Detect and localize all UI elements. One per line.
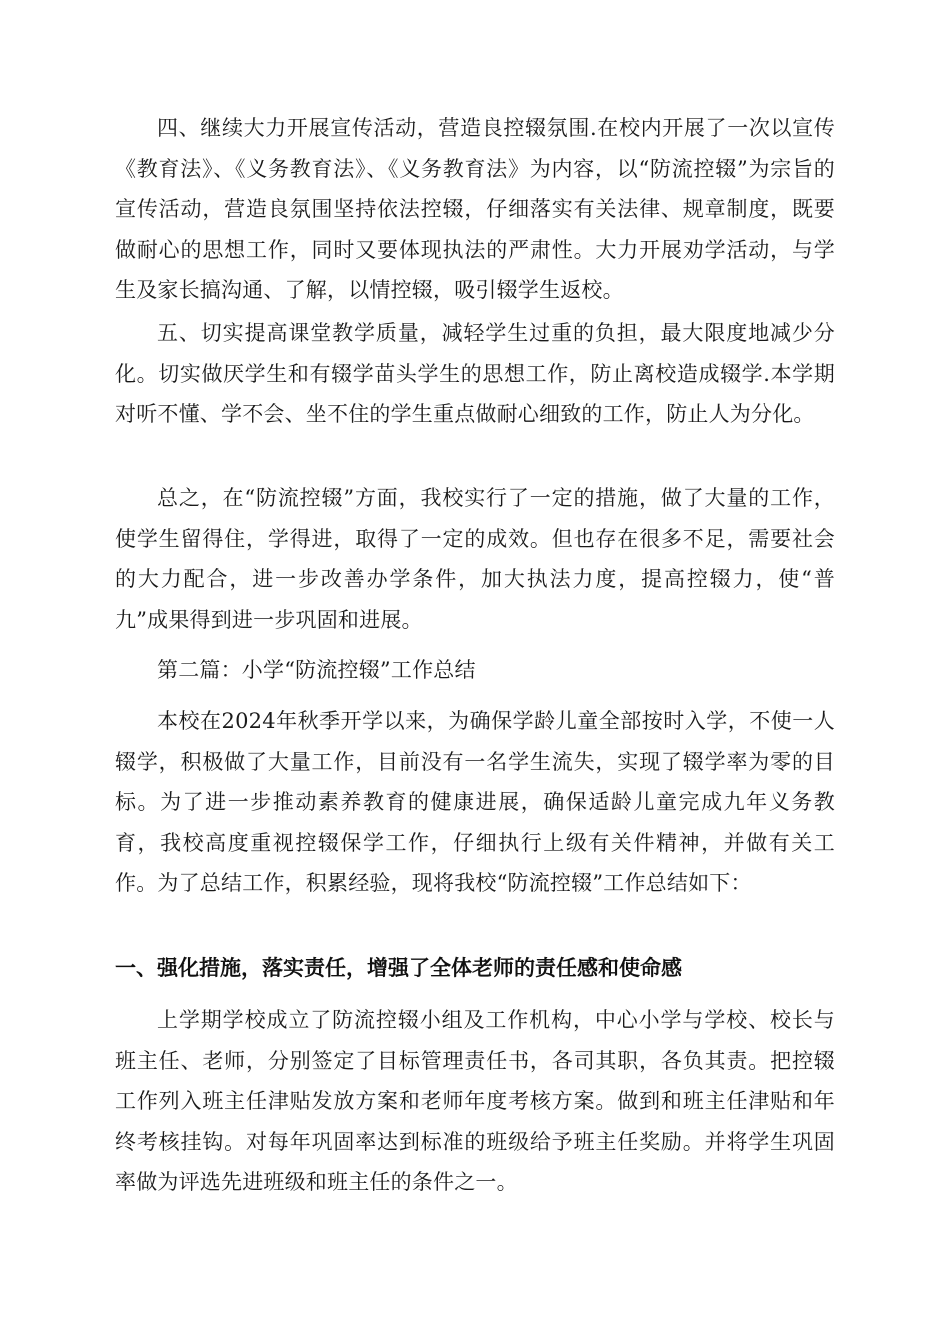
paragraph-introduction: 本校在2024年秋季开学以来，为确保学龄儿童全部按时入学，不使一人辍学，积极做了大量工作，目前没有一名学生流失，实现了辍学率为零的目标。为了进一步推动素养教育的健康进展，确保适龄儿童完成九年义务教育，我校高度重视控辍保学工作，仔细执行上级有关件精神，并做有关工作。为了总结工作，积累经验，现将我校“防流控辍”工作总结如下： xyxy=(115,709,835,896)
section-title-second-article: 第二篇：小学“防流控辍”工作总结 xyxy=(157,658,476,682)
paragraph-responsibility: 上学期学校成立了防流控辍小组及工作机构，中心小学与学校、校长与班主任、老师，分别签定了目标管理责任书，各司其职，各负其责。把控辍工作列入班主任津贴发放方案和老师年度考核方案。做到和班主任津贴和年终考核挂钩。对每年巩固率达到标准的班级给予班主任奖励。并将学生巩固率做为评选先进班级和班主任的条件之一。 xyxy=(115,1008,835,1195)
paragraph-publicity-activities: 四、继续大力开展宣传活动，营造良控辍氛围.在校内开展了一次以宣传《教育法》、《义务教育法》、《义务教育法》为内容，以“防流控辍”为宗旨的宣传活动，营造良氛围坚持依法控辍，仔细落实有关法律、规章制度，既要做耐心的思想工作，同时又要体现执法的严肃性。大力开展劝学活动，与学生及家长搞沟通、了解，以情控辍，吸引辍学生返校。 xyxy=(115,116,835,303)
paragraph-teaching-quality: 五、切实提高课堂教学质量，减轻学生过重的负担，最大限度地减少分化。切实做厌学生和有辍学苗头学生的思想工作，防止离校造成辍学.本学期对听不懂、学不会、坐不住的学生重点做耐心细致的工作，防止人为分化。 xyxy=(115,321,835,427)
heading-strengthen-measures: 一、强化措施，落实责任，增强了全体老师的责任感和使命感 xyxy=(115,956,682,980)
paragraph-summary: 总之，在“防流控辍”方面，我校实行了一定的措施，做了大量的工作，使学生留得住，学得进，取得了一定的成效。但也存在很多不足，需要社会的大力配合，进一步改善办学条件，加大执法力度，提高控辍力，使“普九”成果得到进一步巩固和进展。 xyxy=(115,486,835,632)
